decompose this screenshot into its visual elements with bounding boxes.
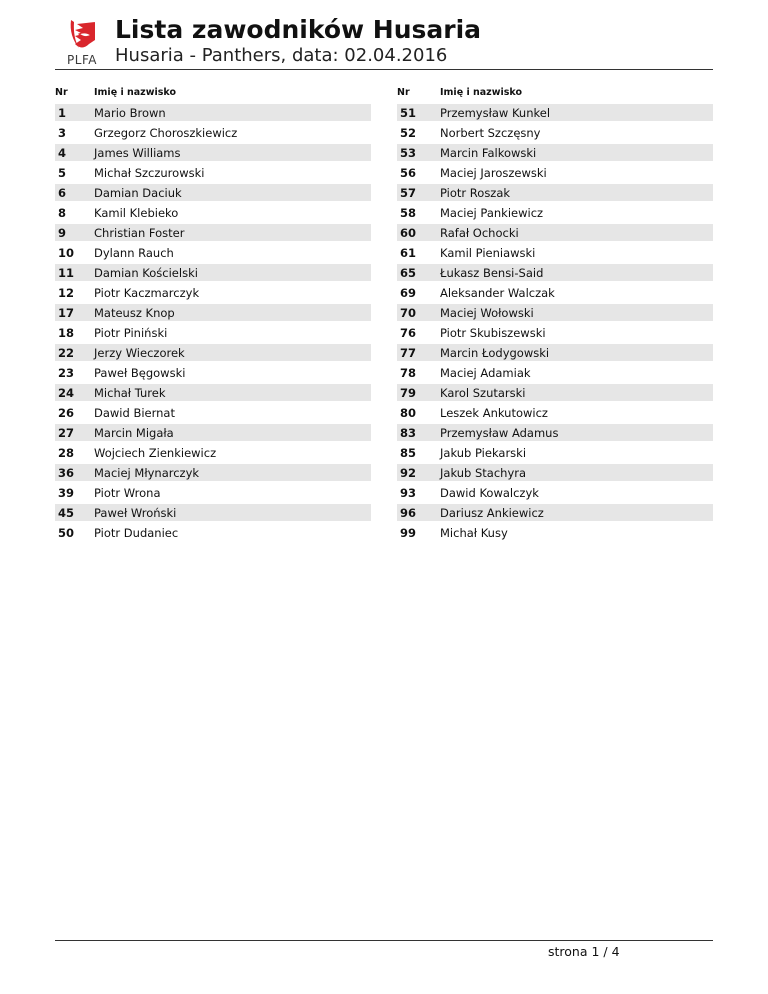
player-name: Piotr Kaczmarczyk	[94, 286, 200, 300]
player-name: Michał Kusy	[440, 526, 508, 540]
player-number: 99	[400, 526, 417, 540]
player-number: 39	[58, 486, 75, 500]
player-name: Paweł Bęgowski	[94, 366, 186, 380]
player-name: Karol Szutarski	[440, 386, 526, 400]
table-body	[55, 104, 371, 541]
player-name: Norbert Szczęsny	[440, 126, 541, 140]
player-number: 58	[400, 206, 417, 220]
column-header-nr: Nr	[55, 87, 68, 98]
table-row	[55, 484, 371, 501]
table-row	[55, 384, 371, 401]
logo-text: PLFA	[67, 53, 97, 67]
player-name: Grzegorz Choroszkiewicz	[94, 126, 238, 140]
table-row	[397, 444, 713, 461]
table-row	[55, 284, 371, 301]
player-number: 69	[400, 286, 417, 300]
player-number: 1	[58, 106, 67, 120]
player-name: Damian Daciuk	[94, 186, 182, 200]
table-row	[55, 404, 371, 421]
player-number: 70	[400, 306, 417, 320]
table-row	[397, 284, 713, 301]
table-row	[55, 464, 371, 481]
player-number: 12	[58, 286, 75, 300]
player-number: 56	[400, 166, 417, 180]
player-number: 27	[58, 426, 75, 440]
player-name: Łukasz Bensi-Said	[440, 266, 544, 280]
table-row	[55, 224, 371, 241]
player-name: Dawid Biernat	[94, 406, 175, 420]
column-header-name: Imię i nazwisko	[94, 87, 176, 98]
player-number: 24	[58, 386, 75, 400]
table-row	[397, 104, 713, 121]
player-name: Maciej Jaroszewski	[440, 166, 547, 180]
player-name: Rafał Ochocki	[440, 226, 519, 240]
player-name: Marcin Łodygowski	[440, 346, 550, 360]
player-name: Piotr Wrona	[94, 486, 161, 500]
player-number: 4	[58, 146, 67, 160]
table-row	[55, 264, 371, 281]
table-row	[397, 124, 713, 141]
player-number: 85	[400, 446, 417, 460]
player-name: Mateusz Knop	[94, 306, 175, 320]
player-number: 60	[400, 226, 417, 240]
table-row	[55, 504, 371, 521]
page-title: Lista zawodników Husaria	[115, 15, 482, 44]
player-name: Maciej Pankiewicz	[440, 206, 544, 220]
table-row	[397, 304, 713, 321]
player-name: Kamil Pieniawski	[440, 246, 536, 260]
table-row	[55, 184, 371, 201]
player-name: Maciej Wołowski	[440, 306, 534, 320]
player-number: 26	[58, 406, 75, 420]
player-number: 76	[400, 326, 417, 340]
player-name: James Williams	[94, 146, 181, 160]
player-number: 51	[400, 106, 417, 120]
table-header	[55, 80, 371, 104]
column-header-name: Imię i nazwisko	[440, 87, 522, 98]
player-number: 45	[58, 506, 75, 520]
player-name: Aleksander Walczak	[440, 286, 555, 300]
player-name: Maciej Młynarczyk	[94, 466, 200, 480]
player-name: Christian Foster	[94, 226, 185, 240]
player-number: 10	[58, 246, 75, 260]
player-number: 23	[58, 366, 75, 380]
table-row	[55, 124, 371, 141]
table-row	[397, 204, 713, 221]
table-row	[397, 244, 713, 261]
player-number: 5	[58, 166, 67, 180]
player-name: Dawid Kowalczyk	[440, 486, 539, 500]
player-number: 61	[400, 246, 417, 260]
page-subtitle: Husaria - Panthers, data: 02.04.2016	[115, 45, 448, 66]
table-row	[55, 444, 371, 461]
player-number: 28	[58, 446, 75, 460]
player-number: 65	[400, 266, 417, 280]
player-name: Damian Kościelski	[94, 266, 198, 280]
player-name: Przemysław Adamus	[440, 426, 559, 440]
table-row	[397, 344, 713, 361]
page-number: strona 1 / 4	[548, 944, 620, 959]
table-row	[55, 244, 371, 261]
player-name: Michał Szczurowski	[94, 166, 205, 180]
player-number: 78	[400, 366, 417, 380]
column-header-nr: Nr	[397, 87, 410, 98]
player-number: 93	[400, 486, 417, 500]
player-name: Kamil Klebieko	[94, 206, 179, 220]
table-row	[397, 504, 713, 521]
player-name: Jakub Stachyra	[440, 466, 527, 480]
player-number: 92	[400, 466, 417, 480]
player-number: 18	[58, 326, 75, 340]
table-row	[397, 384, 713, 401]
table-row	[397, 484, 713, 501]
player-number: 3	[58, 126, 67, 140]
table-row	[55, 204, 371, 221]
roster-table-right	[397, 80, 713, 544]
table-row	[55, 164, 371, 181]
player-number: 57	[400, 186, 417, 200]
player-number: 17	[58, 306, 75, 320]
player-number: 52	[400, 126, 417, 140]
table-row	[55, 524, 371, 541]
roster-table-left	[55, 80, 371, 544]
player-name: Paweł Wroński	[94, 506, 177, 520]
player-name: Piotr Skubiszewski	[440, 326, 546, 340]
player-name: Michał Turek	[94, 386, 166, 400]
player-name: Piotr Piniński	[94, 326, 168, 340]
table-row	[397, 404, 713, 421]
player-name: Dylann Rauch	[94, 246, 174, 260]
player-number: 36	[58, 466, 75, 480]
table-row	[397, 144, 713, 161]
table-row	[55, 424, 371, 441]
player-name: Wojciech Zienkiewicz	[94, 446, 217, 460]
player-number: 50	[58, 526, 75, 540]
player-name: Piotr Dudaniec	[94, 526, 179, 540]
table-row	[397, 224, 713, 241]
plfa-logo	[55, 14, 109, 68]
header-divider	[55, 69, 713, 70]
player-number: 77	[400, 346, 417, 360]
player-number: 11	[58, 266, 75, 280]
table-row	[397, 164, 713, 181]
page-header	[55, 14, 713, 70]
table-row	[55, 364, 371, 381]
table-row	[55, 104, 371, 121]
table-row	[55, 144, 371, 161]
player-name: Leszek Ankutowicz	[440, 406, 548, 420]
table-row	[397, 524, 713, 541]
player-number: 53	[400, 146, 417, 160]
table-row	[397, 364, 713, 381]
player-name: Dariusz Ankiewicz	[440, 506, 544, 520]
player-number: 80	[400, 406, 417, 420]
player-name: Marcin Falkowski	[440, 146, 537, 160]
player-number: 8	[58, 206, 67, 220]
player-number: 79	[400, 386, 417, 400]
table-row	[397, 424, 713, 441]
player-name: Marcin Migała	[94, 426, 174, 440]
table-row	[55, 344, 371, 361]
table-row	[55, 304, 371, 321]
table-row	[397, 264, 713, 281]
table-row	[397, 184, 713, 201]
player-name: Mario Brown	[94, 106, 166, 120]
table-row	[397, 464, 713, 481]
player-number: 9	[58, 226, 67, 240]
table-header	[397, 80, 713, 104]
player-name: Piotr Roszak	[440, 186, 511, 200]
table-row	[55, 324, 371, 341]
player-name: Przemysław Kunkel	[440, 106, 551, 120]
shield-icon	[65, 14, 99, 54]
player-number: 83	[400, 426, 417, 440]
player-number: 96	[400, 506, 417, 520]
table-body	[397, 104, 713, 541]
table-row	[397, 324, 713, 341]
player-name: Jerzy Wieczorek	[94, 346, 185, 360]
player-number: 22	[58, 346, 75, 360]
player-number: 6	[58, 186, 67, 200]
player-name: Maciej Adamiak	[440, 366, 531, 380]
footer-divider	[55, 940, 713, 941]
player-name: Jakub Piekarski	[440, 446, 527, 460]
